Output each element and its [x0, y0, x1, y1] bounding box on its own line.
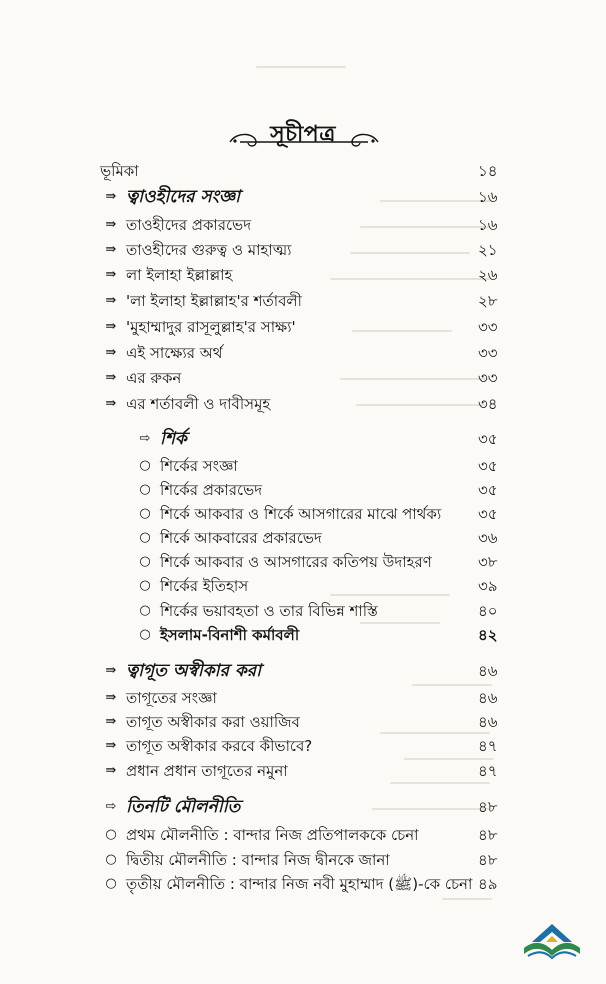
toc-entry — [0, 393, 606, 415]
toc-entry-page: ১৬ — [478, 216, 498, 234]
toc-entry — [0, 624, 606, 646]
toc-entry-label: 'লা ইলাহা ইল্লাল্লাহ'র শর্তাবলী — [126, 292, 302, 310]
toc-entry-page: ৩৩ — [478, 344, 498, 362]
toc-entry-page: ৪৭ — [478, 762, 498, 780]
circle-bullet-icon: ○ — [139, 506, 151, 521]
circle-bullet-icon: ○ — [139, 627, 151, 642]
toc-entry-page: ৩৩ — [478, 369, 498, 387]
toc-entry-page: ৪৬ — [478, 713, 498, 731]
toc-entry — [0, 479, 606, 501]
toc-entry-page: ৪৯ — [478, 875, 498, 893]
toc-entry — [0, 342, 606, 364]
toc-entry-label: এর রুকন — [126, 369, 182, 387]
publisher-logo-icon — [520, 918, 584, 962]
toc-entry-page: ৪৬ — [478, 689, 498, 707]
double-arrow-icon: ⇛ — [105, 189, 117, 204]
toc-entry — [0, 711, 606, 733]
toc-entry — [0, 264, 606, 286]
toc-entry-page: ২১ — [478, 241, 498, 259]
toc-entry-page: ৩৫ — [478, 481, 498, 499]
toc-entry-page: ৩৫ — [478, 505, 498, 523]
double-arrow-icon: ⇛ — [105, 738, 117, 753]
toc-entry-label: এর শর্তাবলী ও দাবীসমূহ — [126, 395, 271, 413]
toc-entry-label: শির্কের প্রকারভেদ — [160, 481, 263, 499]
toc-section-heading — [0, 660, 606, 682]
toc-entry — [0, 551, 606, 573]
toc-entry — [0, 760, 606, 782]
toc-entry-label: 'মুহাম্মাদুর রাসূলুল্লাহ'র সাক্ষ্য' — [126, 318, 296, 336]
circle-bullet-icon: ○ — [139, 458, 151, 473]
double-arrow-icon: ⇛ — [105, 345, 117, 360]
toc-entry — [0, 160, 606, 182]
hollow-arrow-icon: ⇨ — [105, 799, 117, 814]
toc-entry — [0, 503, 606, 525]
toc-entry-page: ১৬ — [478, 188, 498, 206]
toc-entry — [0, 575, 606, 597]
double-arrow-icon: ⇛ — [105, 763, 117, 778]
toc-entry-page: ২৬ — [478, 266, 498, 284]
double-arrow-icon: ⇛ — [105, 293, 117, 308]
toc-entry-label: তৃতীয় মৌলনীতি : বান্দার নিজ নবী মুহাম্মাদ (ﷺ)-কে চেনা — [126, 875, 473, 893]
toc-entry — [0, 849, 606, 871]
toc-entry-label: ইসলাম-বিনাশী কর্মাবলী — [160, 626, 300, 644]
toc-entry-page: ২৮ — [478, 292, 498, 310]
toc-entry-label: তাগূত অস্বীকার করা ওয়াজিব — [126, 713, 300, 731]
toc-entry-label: তাগূতের সংজ্ঞা — [126, 689, 217, 707]
toc-entry-label: তিনটি মৌলনীতি — [126, 797, 241, 817]
toc-entry-page: ৩৫ — [478, 457, 498, 475]
toc-entry-page: ৩৫ — [478, 430, 498, 448]
double-arrow-icon: ⇛ — [105, 663, 117, 678]
toc-entry — [0, 527, 606, 549]
double-arrow-icon: ⇛ — [105, 370, 117, 385]
toc-entry-page: ৪৭ — [478, 737, 498, 755]
circle-bullet-icon: ○ — [139, 482, 151, 497]
toc-entry-label: তাগূত অস্বীকার করবে কীভাবে? — [126, 737, 313, 755]
toc-entry-label: দ্বিতীয় মৌলনীতি : বান্দার নিজ দ্বীনকে জানা — [126, 851, 390, 869]
toc-entry-page: ১৪ — [478, 162, 498, 180]
toc-entry — [0, 455, 606, 477]
toc-entry-page: ৪৮ — [478, 826, 498, 844]
double-arrow-icon: ⇛ — [105, 396, 117, 411]
double-arrow-icon: ⇛ — [105, 242, 117, 257]
toc-entry-label: তাওহীদের গুরুত্ব ও মাহাত্ম্য — [126, 241, 292, 259]
toc-section-heading — [0, 428, 606, 450]
toc-entry-page: ৩৩ — [478, 318, 498, 336]
toc-entry-page: ৪২ — [478, 626, 498, 644]
toc-entry-label: শির্কের সংজ্ঞা — [160, 457, 238, 475]
toc-entry-page: ৪০ — [478, 602, 498, 620]
toc-entry-page: ৪৮ — [478, 851, 498, 869]
toc-entry-label: শির্কে আকবার ও শির্কে আসগারের মাঝে পার্থক্য — [160, 505, 442, 523]
toc-entry — [0, 687, 606, 709]
toc-entry-label: তাওহীদের প্রকারভেদ — [126, 216, 252, 234]
circle-bullet-icon: ○ — [105, 876, 117, 891]
toc-entry-label: ত্বাগূত অস্বীকার করা — [126, 661, 262, 681]
double-arrow-icon: ⇛ — [105, 319, 117, 334]
toc-section-heading — [0, 186, 606, 208]
circle-bullet-icon: ○ — [139, 578, 151, 593]
circle-bullet-icon: ○ — [105, 852, 117, 867]
toc-entry-label: প্রথম মৌলনীতি : বান্দার নিজ প্রতিপালককে চেনা — [126, 826, 419, 844]
toc-header — [0, 108, 606, 158]
toc-entry-label: শির্কে আকবারের প্রকারভেদ — [160, 529, 322, 547]
circle-bullet-icon: ○ — [139, 530, 151, 545]
page-title: সূচীপত্র — [270, 122, 336, 147]
circle-bullet-icon: ○ — [105, 827, 117, 842]
toc-entry-label: শির্কের ইতিহাস — [160, 577, 249, 595]
toc-section-heading — [0, 796, 606, 818]
toc-entry — [0, 316, 606, 338]
circle-bullet-icon: ○ — [139, 554, 151, 569]
toc-entry-label: লা ইলাহা ইল্লাল্লাহ — [126, 266, 233, 284]
double-arrow-icon: ⇛ — [105, 714, 117, 729]
toc-entry-label: ত্বাওহীদের সংজ্ঞা — [126, 187, 241, 207]
toc-entry-page: ৩৪ — [478, 395, 498, 413]
toc-entry-page: ৩৯ — [478, 577, 498, 595]
toc-entry — [0, 824, 606, 846]
toc-entry-page: ৩৮ — [478, 553, 498, 571]
toc-entry — [0, 290, 606, 312]
double-arrow-icon: ⇛ — [105, 690, 117, 705]
toc-entry-page: ৪৮ — [478, 798, 498, 816]
toc-entry — [0, 600, 606, 622]
double-arrow-icon: ⇛ — [105, 217, 117, 232]
toc-entry-page: ৩৬ — [478, 529, 498, 547]
toc-entry-page: ৪৬ — [478, 662, 498, 680]
toc-entry-label: শির্কে আকবার ও আসগারের কতিপয় উদাহরণ — [160, 553, 432, 571]
toc-entry-label: শির্ক — [160, 429, 187, 449]
circle-bullet-icon: ○ — [139, 603, 151, 618]
toc-entry-label: শির্কের ভয়াবহতা ও তার বিভিন্ন শাস্তি — [160, 602, 378, 620]
toc-entry-label: এই সাক্ষ্যের অর্থ — [126, 344, 223, 362]
toc-entry — [0, 214, 606, 236]
toc-entry — [0, 367, 606, 389]
toc-entry-label: ভূমিকা — [100, 162, 139, 180]
toc-entry — [0, 735, 606, 757]
toc-entry-label: প্রধান প্রধান তাগূতের নমুনা — [126, 762, 288, 780]
hollow-arrow-icon: ⇨ — [139, 431, 151, 446]
toc-entry — [0, 239, 606, 261]
double-arrow-icon: ⇛ — [105, 267, 117, 282]
toc-entry — [0, 873, 606, 895]
